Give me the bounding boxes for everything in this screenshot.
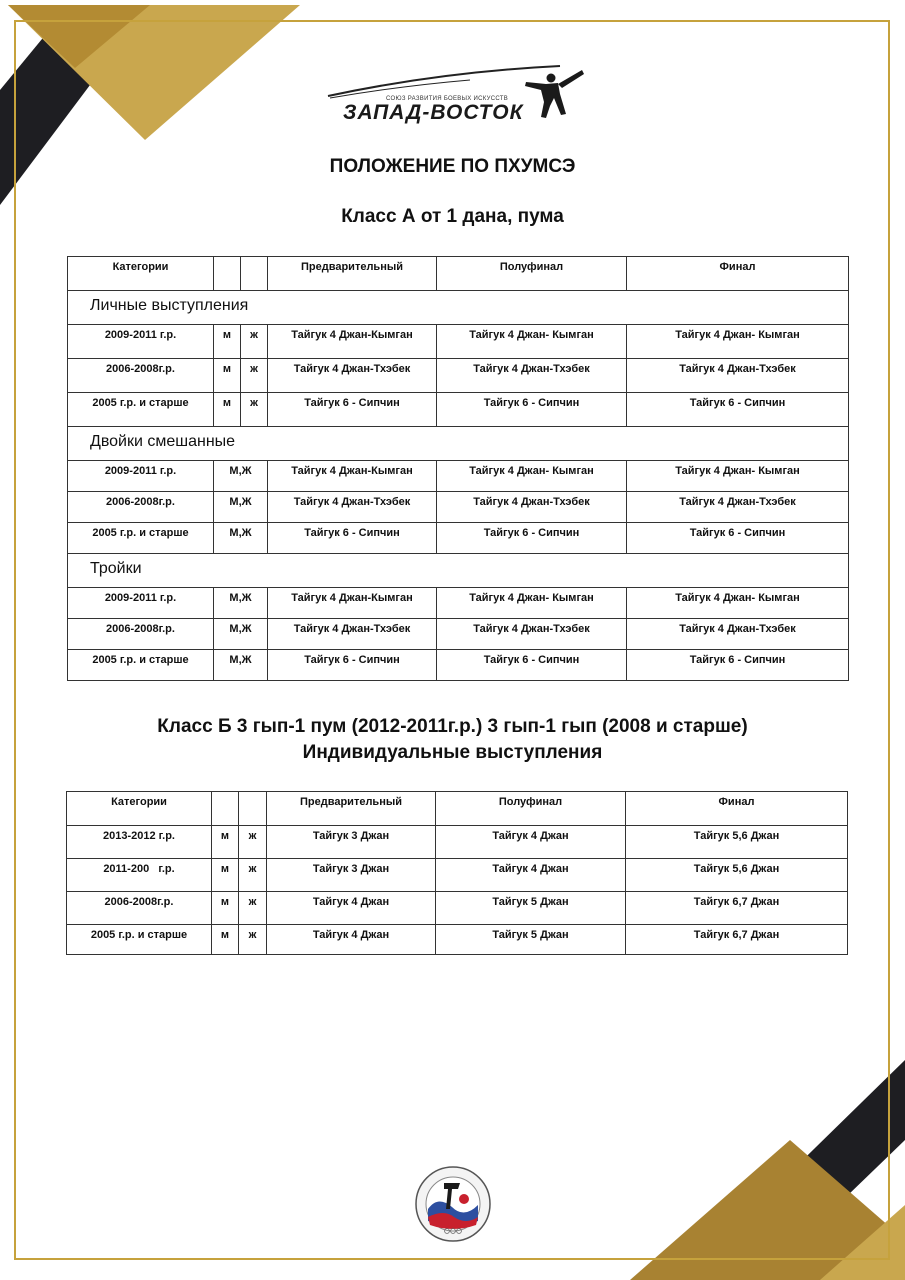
cell-preliminary: Тайгук 6 - Сипчин bbox=[268, 523, 437, 554]
cell-m: м bbox=[212, 892, 239, 925]
table-row bbox=[68, 461, 849, 492]
cell-final: Тайгук 6 - Сипчин bbox=[627, 650, 849, 681]
header-f bbox=[239, 792, 267, 826]
cell-preliminary: Тайгук 4 Джан-Тхэбек bbox=[268, 619, 437, 650]
fighter-kick-icon bbox=[525, 70, 584, 118]
cell-category: 2011-200 г.р. bbox=[67, 859, 212, 892]
cell-semifinal: Тайгук 5 Джан bbox=[436, 925, 626, 955]
cell-f: ж bbox=[241, 393, 268, 427]
cell-category: 2005 г.р. и старше bbox=[68, 393, 214, 427]
cell-gender: М,Ж bbox=[214, 650, 268, 681]
table-row bbox=[68, 619, 849, 650]
cell-semifinal: Тайгук 4 Джан- Кымган bbox=[437, 588, 627, 619]
class-b-table bbox=[66, 791, 848, 955]
cell-preliminary: Тайгук 4 Джан-Тхэбек bbox=[268, 359, 437, 393]
cell-final: Тайгук 4 Джан- Кымган bbox=[627, 325, 849, 359]
cell-category: 2006-2008г.р. bbox=[67, 892, 212, 925]
cell-semifinal: Тайгук 4 Джан-Тхэбек bbox=[437, 359, 627, 393]
cell-preliminary: Тайгук 4 Джан-Тхэбек bbox=[268, 492, 437, 523]
table-row bbox=[68, 359, 849, 393]
header-f bbox=[241, 257, 268, 291]
logo-subtitle: СОЮЗ РАЗВИТИЯ БОЕВЫХ ИСКУССТВ bbox=[386, 96, 509, 102]
union-emblem-icon bbox=[414, 1165, 492, 1243]
cell-m: м bbox=[214, 393, 241, 427]
logo-wordmark: ЗАПАД-ВОСТОК bbox=[343, 101, 524, 124]
cell-final: Тайгук 5,6 Джан bbox=[626, 859, 848, 892]
cell-category: 2005 г.р. и старше bbox=[68, 523, 214, 554]
header-m bbox=[212, 792, 239, 826]
cell-preliminary: Тайгук 4 Джан-Кымган bbox=[268, 461, 437, 492]
table-header-row bbox=[67, 792, 848, 826]
cell-f: ж bbox=[241, 359, 268, 393]
cell-preliminary: Тайгук 6 - Сипчин bbox=[268, 393, 437, 427]
cell-m: м bbox=[214, 325, 241, 359]
cell-f: ж bbox=[239, 826, 267, 859]
header-final: Финал bbox=[627, 257, 849, 291]
table-row bbox=[68, 588, 849, 619]
header-preliminary: Предварительный bbox=[268, 257, 437, 291]
cell-preliminary: Тайгук 3 Джан bbox=[267, 859, 436, 892]
cell-category: 2005 г.р. и старше bbox=[68, 650, 214, 681]
cell-gender: М,Ж bbox=[214, 523, 268, 554]
cell-semifinal: Тайгук 4 Джан-Тхэбек bbox=[437, 619, 627, 650]
section-row bbox=[68, 427, 849, 461]
cell-category: 2009-2011 г.р. bbox=[68, 588, 214, 619]
cell-category: 2006-2008г.р. bbox=[68, 619, 214, 650]
cell-preliminary: Тайгук 4 Джан-Кымган bbox=[268, 325, 437, 359]
class-b-subheading: Индивидуальные выступления bbox=[302, 742, 603, 763]
section-title-pairs: Двойки смешанные bbox=[68, 427, 849, 461]
header-category: Категории bbox=[67, 792, 212, 826]
cell-preliminary: Тайгук 4 Джан bbox=[267, 892, 436, 925]
class-a-table bbox=[67, 256, 849, 681]
cell-preliminary: Тайгук 3 Джан bbox=[267, 826, 436, 859]
cell-gender: М,Ж bbox=[214, 619, 268, 650]
cell-semifinal: Тайгук 4 Джан bbox=[436, 859, 626, 892]
table-header-row bbox=[68, 257, 849, 291]
header-semifinal: Полуфинал bbox=[436, 792, 626, 826]
cell-preliminary: Тайгук 4 Джан-Кымган bbox=[268, 588, 437, 619]
cell-gender: М,Ж bbox=[214, 461, 268, 492]
cell-category: 2006-2008г.р. bbox=[68, 492, 214, 523]
cell-final: Тайгук 4 Джан-Тхэбек bbox=[627, 492, 849, 523]
table-row bbox=[68, 523, 849, 554]
page-title: ПОЛОЖЕНИЕ ПО ПХУМСЭ bbox=[329, 156, 576, 177]
cell-semifinal: Тайгук 4 Джан- Кымган bbox=[437, 325, 627, 359]
cell-gender: М,Ж bbox=[214, 492, 268, 523]
cell-final: Тайгук 6 - Сипчин bbox=[627, 393, 849, 427]
section-row bbox=[68, 554, 849, 588]
header-semifinal: Полуфинал bbox=[437, 257, 627, 291]
cell-m: м bbox=[214, 359, 241, 393]
cell-semifinal: Тайгук 6 - Сипчин bbox=[437, 650, 627, 681]
cell-m: м bbox=[212, 925, 239, 955]
cell-semifinal: Тайгук 5 Джан bbox=[436, 892, 626, 925]
class-a-heading: Класс А от 1 дана, пума bbox=[341, 206, 564, 227]
cell-final: Тайгук 6,7 Джан bbox=[626, 925, 848, 955]
cell-m: м bbox=[212, 859, 239, 892]
cell-semifinal: Тайгук 4 Джан bbox=[436, 826, 626, 859]
cell-final: Тайгук 4 Джан-Тхэбек bbox=[627, 619, 849, 650]
cell-semifinal: Тайгук 4 Джан-Тхэбек bbox=[437, 492, 627, 523]
table-row bbox=[68, 650, 849, 681]
section-row bbox=[68, 291, 849, 325]
table-row bbox=[67, 925, 848, 955]
cell-f: ж bbox=[239, 925, 267, 955]
cell-preliminary: Тайгук 4 Джан bbox=[267, 925, 436, 955]
header-category: Категории bbox=[68, 257, 214, 291]
cell-f: ж bbox=[241, 325, 268, 359]
table-row bbox=[67, 859, 848, 892]
cell-gender: М,Ж bbox=[214, 588, 268, 619]
cell-final: Тайгук 6 - Сипчин bbox=[627, 523, 849, 554]
cell-category: 2013-2012 г.р. bbox=[67, 826, 212, 859]
cell-semifinal: Тайгук 6 - Сипчин bbox=[437, 523, 627, 554]
table-row bbox=[67, 826, 848, 859]
cell-semifinal: Тайгук 4 Джан- Кымган bbox=[437, 461, 627, 492]
cell-category: 2006-2008г.р. bbox=[68, 359, 214, 393]
table-row bbox=[68, 325, 849, 359]
section-title-triples: Тройки bbox=[68, 554, 849, 588]
table-row bbox=[68, 492, 849, 523]
cell-category: 2009-2011 г.р. bbox=[68, 461, 214, 492]
cell-final: Тайгук 4 Джан- Кымган bbox=[627, 588, 849, 619]
header-m bbox=[214, 257, 241, 291]
table-row bbox=[67, 892, 848, 925]
cell-f: ж bbox=[239, 892, 267, 925]
cell-semifinal: Тайгук 6 - Сипчин bbox=[437, 393, 627, 427]
cell-final: Тайгук 4 Джан- Кымган bbox=[627, 461, 849, 492]
cell-m: м bbox=[212, 826, 239, 859]
cell-final: Тайгук 5,6 Джан bbox=[626, 826, 848, 859]
cell-preliminary: Тайгук 6 - Сипчин bbox=[268, 650, 437, 681]
cell-category: 2009-2011 г.р. bbox=[68, 325, 214, 359]
cell-category: 2005 г.р. и старше bbox=[67, 925, 212, 955]
header-final: Финал bbox=[626, 792, 848, 826]
cell-f: ж bbox=[239, 859, 267, 892]
cell-final: Тайгук 4 Джан-Тхэбек bbox=[627, 359, 849, 393]
table-row bbox=[68, 393, 849, 427]
header-preliminary: Предварительный bbox=[267, 792, 436, 826]
section-title-individual: Личные выступления bbox=[68, 291, 849, 325]
cell-final: Тайгук 6,7 Джан bbox=[626, 892, 848, 925]
class-b-heading: Класс Б 3 гып-1 пум (2012-2011г.р.) 3 гып-1 гып (2008 и старше) bbox=[157, 716, 748, 737]
